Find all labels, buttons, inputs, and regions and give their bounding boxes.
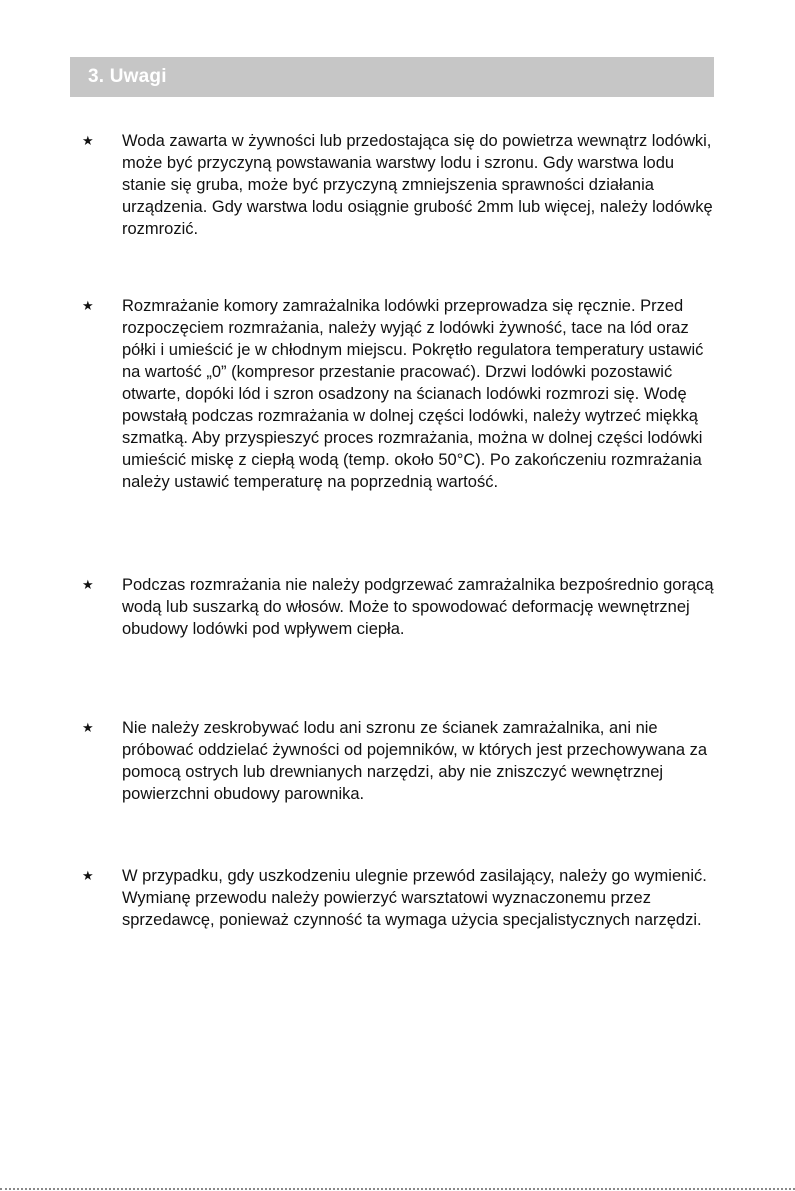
note-text: Nie należy zeskrobywać lodu ani szronu ze ścianek zamrażalnika, ani nie próbować oddzielać żywności od pojemników, w których jest przechowywana za pomocą ostrych lub drewnianych narzędzi, aby nie zniszczyć wewnętrznej powierzchni obudowy parownika. [122, 719, 708, 803]
star-bullet-icon: ★ [82, 298, 94, 313]
note-text: Rozmrażanie komory zamrażalnika lodówki przeprowadza się ręcznie. Przed rozpoczęciem rozmrażania, należy wyjąć z lodówki żywność, tace na lód oraz półki i umieścić je w chłodnym miejscu. Pokrętło regulatora temperatury ustawić na wartość „0” (kompresor przestanie pracować). Drzwi lodówki pozostawić otwarte, dopóki lód i szron osadzony na ścianach lodówki rozmrozi się. Wodę powstałą podczas rozmrażania w dolnej części lodówki, należy wytrzeć miękką szmatką. Aby przyspieszyć proces rozmrażania, można w dolnej części lodówki umieścić miskę z ciepłą wodą (temp. około 50°C). Po zakończeniu rozmrażania należy ustawić temperaturę na poprzednią wartość. [122, 297, 704, 491]
page-bottom-rule [0, 1188, 795, 1190]
note-text: Podczas rozmrażania nie należy podgrzewać zamrażalnika bezpośrednio gorącą wodą lub suszarką do włosów. Może to spowodować deformację wewnętrznej obudowy lodówki pod wpływem ciepła. [122, 576, 714, 638]
note-item [82, 130, 722, 240]
star-bullet-icon: ★ [82, 133, 94, 148]
note-item [82, 717, 722, 805]
star-bullet-icon: ★ [82, 868, 94, 883]
star-bullet-icon: ★ [82, 720, 94, 735]
section-header [70, 57, 714, 97]
note-text: W przypadku, gdy uszkodzeniu ulegnie przewód zasilający, należy go wymienić. Wymianę przewodu należy powierzyć warsztatowi wyznaczonemu przez sprzedawcę, ponieważ czynność ta wymaga użycia specjalistycznych narzędzi. [122, 867, 707, 929]
note-item [82, 574, 722, 640]
note-item [82, 295, 722, 493]
star-bullet-icon: ★ [82, 577, 94, 592]
section-title: 3. Uwagi [88, 66, 167, 87]
note-text: Woda zawarta w żywności lub przedostająca się do powietrza wewnątrz lodówki, może być przyczyną powstawania warstwy lodu i szronu. Gdy warstwa lodu stanie się gruba, może być przyczyną zmniejszenia sprawności działania urządzenia. Gdy warstwa lodu osiągnie grubość 2mm lub więcej, należy lodówkę rozmrozić. [122, 132, 713, 238]
note-item [82, 865, 722, 931]
